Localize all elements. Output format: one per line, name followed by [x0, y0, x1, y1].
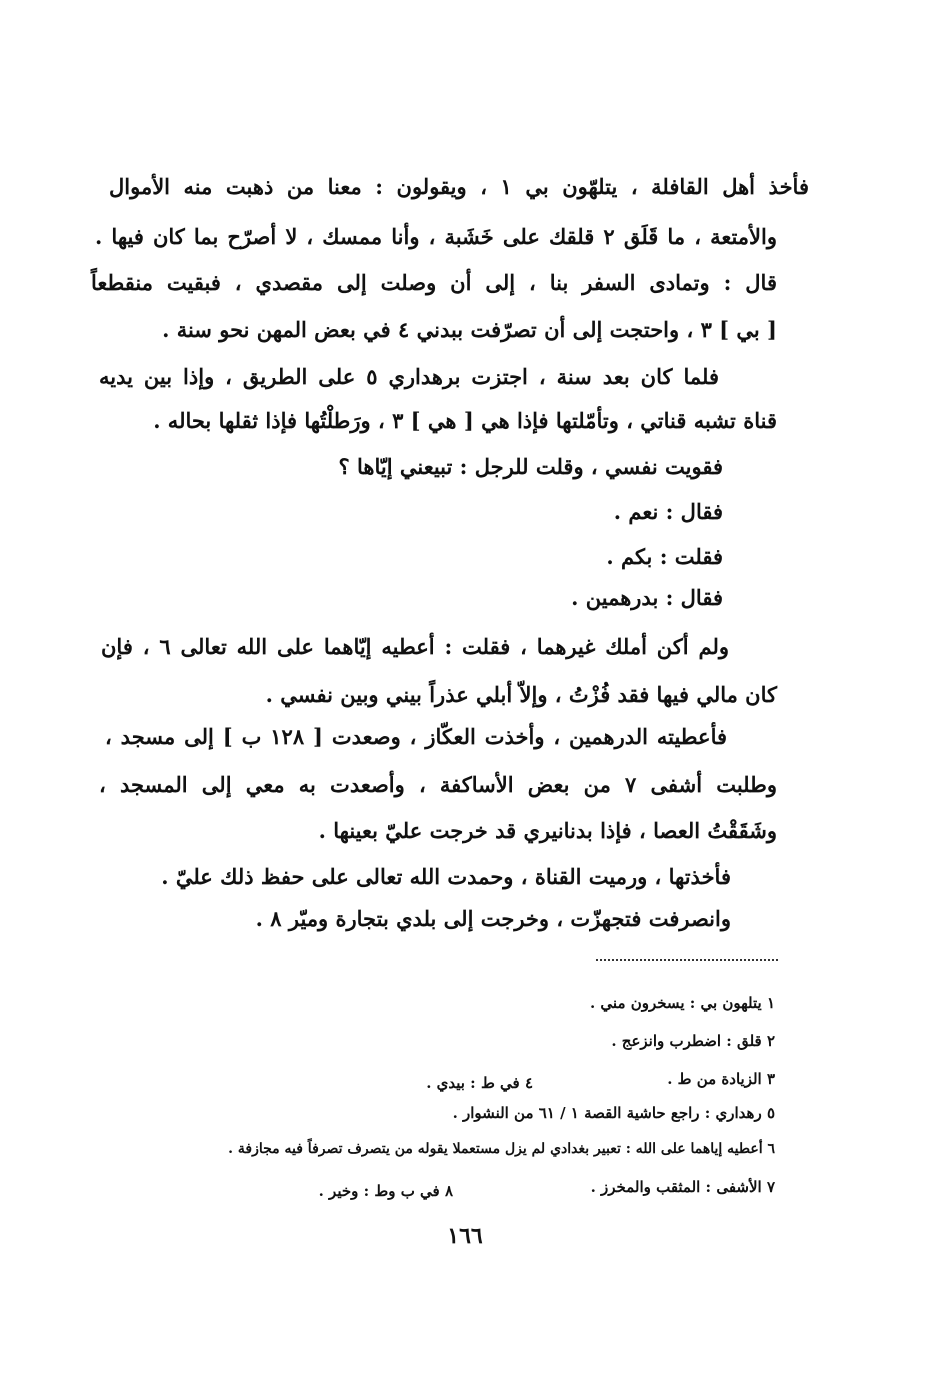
- body-line-1: فأخذ أهل القافلة ، يتلهّون بي ١ ، ويقولون : معنا من ذهبت منه الأموال: [109, 174, 809, 199]
- body-line-6: قناة تشبه قناتي ، وتأمّلتها فإذا هي [ هي ] ٣ ، ورَطلْتُها فإذا ثقلها بحاله .: [153, 408, 777, 433]
- body-line-5: فلما كان بعد سنة ، اجتزت برهداري ٥ على الطريق ، وإذا بين يديه: [99, 364, 719, 389]
- body-line-3: قال : وتمادى السفر بنا ، إلى أن وصلت إلى مقصدي ، فبقيت منقطعاً: [91, 270, 777, 295]
- footnote-divider: [596, 959, 778, 961]
- footnote-6: ٦ أعطيه إياهما على الله : تعبير بغدادي لم يزل مستعملا يقوله من يتصرف تصرفاً فيه مجازفة .: [228, 1141, 775, 1157]
- body-line-8: فقال : نعم .: [613, 499, 723, 524]
- footnote-7: ٧ الأشفى : المثقب والمخرز .: [590, 1178, 775, 1196]
- footnote-4: ٤ في ط : بيدي .: [426, 1074, 533, 1092]
- footnote-1: ١ يتلهون بي : يسخرون مني .: [589, 994, 775, 1012]
- body-line-10: فقال : بدرهمين .: [571, 585, 723, 610]
- body-line-7: فقويت نفسي ، وقلت للرجل : تبيعني إيّاها ؟: [338, 454, 723, 479]
- body-line-12: كان مالي فيها فقد فُزْتُ ، وإلاّ أبلي عذراً بيني وبين نفسي .: [265, 682, 777, 707]
- body-line-11: ولم أكن أملك غيرهما ، فقلت : أعطيه إيّاهما على الله تعالى ٦ ، فإن: [101, 634, 729, 659]
- footnote-8: ٨ في ب وط : وخير .: [318, 1182, 453, 1200]
- body-line-4: [ بي ] ٣ ، واحتجت إلى أن تصرّفت ببدني ٤ في بعض المهن نحو سنة .: [162, 317, 777, 342]
- footnote-3: ٣ الزيادة من ط .: [667, 1070, 775, 1088]
- page-number: ١٦٦: [447, 1223, 483, 1249]
- body-line-17: وانصرفت فتجهزّت ، وخرجت إلى بلدي بتجارة وميّر ٨ .: [255, 906, 731, 931]
- body-line-9: فقلت : بكم .: [606, 544, 723, 569]
- body-line-13: فأعطيته الدرهمين ، وأخذت العكّاز ، وصعدت [ ١٢٨ ب ] إلى مسجد ،: [105, 724, 728, 749]
- body-line-15: وشَقَقْتُ العصا ، فإذا بدنانيري قد خرجت عليّ بعينها .: [318, 818, 777, 843]
- footnote-2: ٢ قلق : اضطرب وانزعج .: [611, 1032, 775, 1050]
- footnote-5: ٥ رهداري : راجع حاشية القصة ١ / ٦١ من النشوار .: [452, 1104, 775, 1122]
- body-line-16: فأخذتها ، ورميت القناة ، وحمدت الله تعالى على حفظ ذلك عليّ .: [161, 864, 731, 889]
- body-line-2: والأمتعة ، ما قَلَق ٢ قلقك على خَشَبة ، وأنا ممسك ، لا أصرّح بما كان فيها .: [95, 224, 778, 249]
- body-line-14: وطلبت أشفى ٧ من بعض الأساكفة ، وأصعدت به معي إلى المسجد ،: [99, 772, 777, 797]
